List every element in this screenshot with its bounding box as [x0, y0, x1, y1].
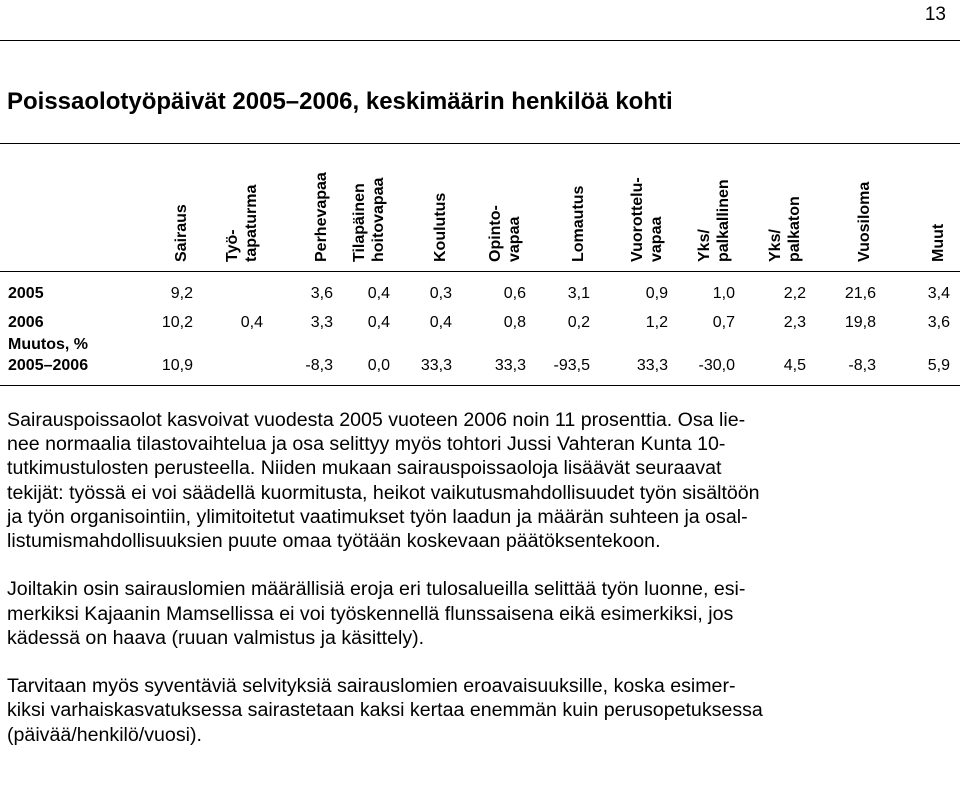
column-header-line: tapaturma [243, 184, 260, 262]
table-cell: 3,3 [310, 314, 333, 331]
table-cell: 0,4 [240, 314, 263, 331]
column-header-line: Perhevapaa [313, 172, 330, 262]
column-header [855, 182, 874, 262]
column-header-line: palkaton [786, 196, 803, 262]
table-cell: 2,2 [783, 285, 806, 302]
paragraph-line: kiksi varhaiskasvatuksessa sairastetaan kaksi kertaa enemmän kuin perusopetuksessa [7, 699, 763, 722]
table-cell: 33,3 [636, 357, 668, 374]
column-header-line: vapaa [506, 216, 523, 262]
column-header-line: Opinto- [487, 205, 504, 262]
table-cell: 3,4 [927, 285, 950, 302]
table-cell: 9,2 [170, 285, 193, 302]
paragraph-line: tekijät: työssä ei voi säädellä kuormitusta, heikot vaikutusmahdollisuudet työn sisältöön [7, 481, 760, 504]
paragraph [7, 577, 952, 650]
table-cell: 3,6 [310, 285, 333, 302]
body-text [7, 408, 952, 771]
paragraph-line: ja työn organisointiin, ylimitoitetut vaatimukset työn laadun ja määrän suhteen ja osal- [7, 505, 748, 528]
absence-table [0, 0, 960, 400]
table-cell: 2,3 [783, 314, 806, 331]
table-cell: 0,9 [645, 285, 668, 302]
column-header-line: palkallinen [715, 179, 732, 262]
table-cell: 19,8 [844, 314, 876, 331]
column-header-line: Yks/ [767, 229, 784, 262]
column-header [172, 204, 191, 262]
column-header [929, 224, 948, 262]
table-cell: -93,5 [553, 357, 590, 374]
row-label: Muutos, % [8, 336, 88, 353]
column-header-line: Tilapäinen [351, 183, 368, 262]
table-bottom-rule [0, 385, 960, 386]
table-top-rule [0, 143, 960, 144]
table-cell: 10,9 [161, 357, 193, 374]
table-cell: 0,0 [367, 357, 390, 374]
paragraph-line: tutkimustulosten perusteella. Niiden mukaan sairauspoissaoloja lisäävät seuraavat [7, 457, 722, 480]
column-header [431, 193, 450, 262]
column-header [223, 185, 261, 262]
column-header-line: Lomautus [570, 185, 587, 262]
column-header [695, 179, 733, 262]
paragraph-line: kädessä on haava (ruuan valmistus ja käsittely). [7, 626, 425, 649]
column-header [486, 205, 524, 262]
column-header [569, 186, 588, 262]
column-header-line: Yks/ [696, 229, 713, 262]
table-cell: 0,8 [503, 314, 526, 331]
column-header [628, 177, 666, 262]
paragraph-line: Sairauspoissaolot kasvoivat vuodesta 2005 vuoteen 2006 noin 11 prosenttia. Osa lie- [7, 409, 746, 431]
table-cell: 33,3 [494, 357, 526, 374]
column-header-line: Muut [930, 223, 947, 262]
column-header-line: Vuorottelu- [629, 177, 646, 262]
row-label: 2005–2006 [8, 357, 89, 374]
column-header-line: hoitovapaa [370, 177, 387, 262]
paragraph [7, 408, 952, 553]
paragraph [7, 674, 952, 747]
table-cell: -30,0 [698, 357, 735, 374]
column-header-line: Sairaus [173, 204, 190, 262]
table-cell: 0,3 [429, 285, 452, 302]
table-cell: 1,2 [645, 314, 668, 331]
table-cell: 3,6 [927, 314, 950, 331]
table-cell: 3,1 [567, 285, 590, 302]
paragraph-line: listumismahdollisuuksien puute omaa työtään koskevaan päätöksentekoon. [7, 530, 661, 553]
column-header-line: vapaa [648, 216, 665, 262]
table-cell: -8,3 [305, 357, 333, 374]
column-header-line: Työ- [224, 229, 241, 262]
table-cell: -8,3 [848, 357, 876, 374]
table-cell: 0,4 [429, 314, 452, 331]
table-cell: 0,7 [712, 314, 735, 331]
column-header [350, 178, 388, 262]
column-header-line: Vuosiloma [856, 181, 873, 262]
column-header [312, 172, 331, 262]
page-title: Poissaolotyöpäivät 2005–2006, keskimäärin henkilöä kohti [7, 88, 673, 115]
paragraph-line: (päivää/henkilö/vuosi). [7, 723, 202, 746]
paragraph-line: merkiksi Kajaanin Mamsellissa ei voi työskennellä flunssaisena eikä esimerkiksi, jos [7, 602, 734, 625]
paragraph-line: Joiltakin osin sairauslomien määrällisiä eroja eri tulosalueilla selittää työn luonne, esi- [7, 578, 746, 601]
table-cell: 4,5 [783, 357, 806, 374]
table-cell: 0,6 [503, 285, 526, 302]
column-header-line: Koulutus [432, 192, 449, 262]
row-label: 2005 [8, 285, 44, 302]
table-cell: 33,3 [420, 357, 452, 374]
table-cell: 10,2 [161, 314, 193, 331]
table-header-rule [0, 271, 960, 272]
row-label: 2006 [8, 314, 44, 331]
paragraph-line: Tarvitaan myös syventäviä selvityksiä sairauslomien eroavaisuuksille, koska esimer- [7, 675, 736, 698]
column-header [766, 196, 804, 262]
table-cell: 1,0 [712, 285, 735, 302]
table-cell: 5,9 [927, 357, 950, 374]
paragraph-line: nee normaalia tilastovaihtelua ja osa selittyy myös tohtori Jussi Vahteran Kunta 10- [7, 433, 726, 456]
table-cell: 21,6 [844, 285, 876, 302]
table-cell: 0,4 [367, 314, 390, 331]
page-number: 13 [924, 4, 946, 25]
table-cell: 0,2 [567, 314, 590, 331]
table-cell: 0,4 [367, 285, 390, 302]
